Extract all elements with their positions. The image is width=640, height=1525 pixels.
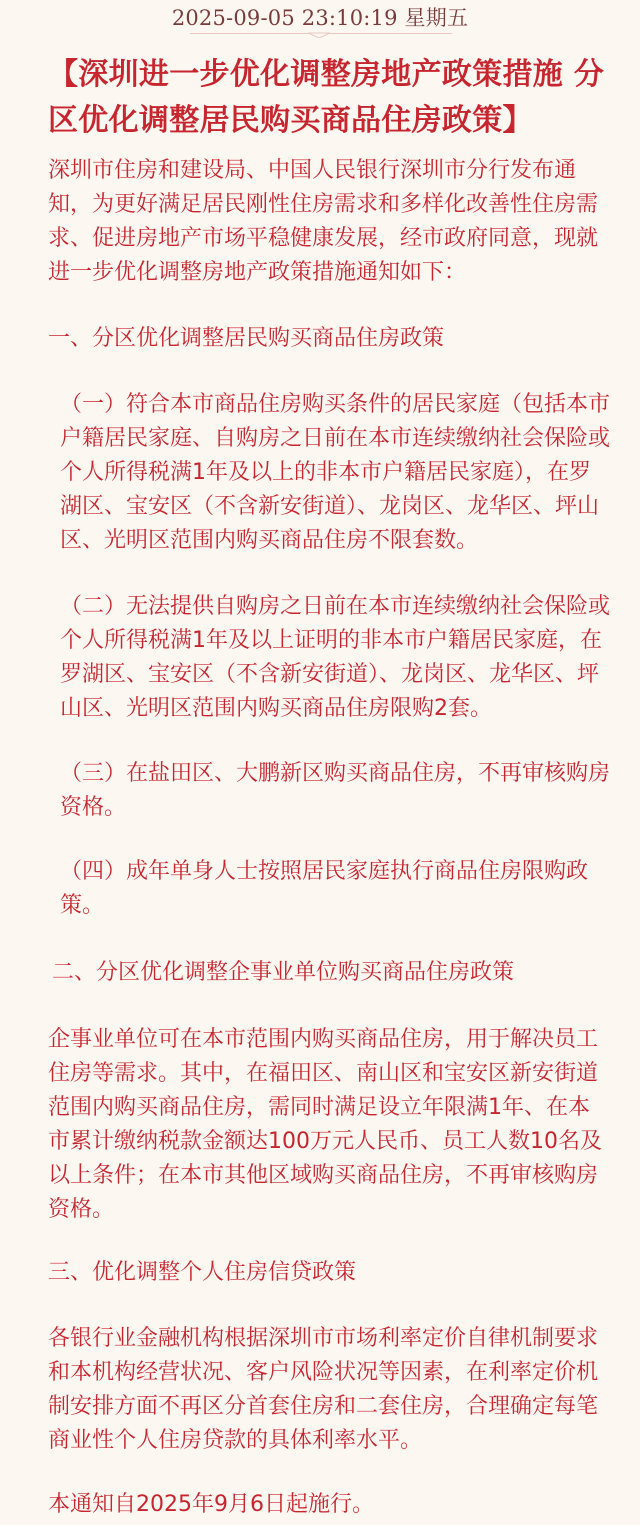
section-2-heading: 二、分区优化调整企事业单位购买商品住房政策 xyxy=(52,960,515,985)
publish-datetime: 2025-09-05 23:10:19 星期五 xyxy=(171,6,469,30)
section-3-heading: 三、优化调整个人住房信贷政策 xyxy=(48,1260,357,1285)
header-pointer-icon xyxy=(308,30,330,38)
section-3-body: 各银行业金融机构根据深圳市市场利率定价自律机制要求和本机构经营状况、客户风险状况等因素，在利率定价机制安排方面不再区分首套住房和二套住房，合理确定每笔商业性个人住房贷款的具体利率水平。 xyxy=(48,1326,599,1453)
item-2-paragraph: （二）无法提供自购房之日前在本市连续缴纳社会保险或个人所得税满1年及以上证明的非本市户籍居民家庭，在罗湖区、宝安区（不含新安街道）、龙岗区、龙华区、坪山区、光明区范围内购买商品住房限购2套。 xyxy=(60,594,611,721)
article-title: 【深圳进一步优化调整房地产政策措施 分区优化调整居民购买商品住房政策】 xyxy=(48,57,605,138)
item-1-paragraph: （一）符合本市商品住房购买条件的居民家庭（包括本市户籍居民家庭、自购房之日前在本市连续缴纳社会保险或个人所得税满1年及以上的非本市户籍居民家庭），在罗湖区、宝安区（不含新安街道）、龙岗区、龙华区、坪山区、光明区范围内购买商品住房不限套数。 xyxy=(60,392,611,553)
item-4-paragraph: （四）成年单身人士按照居民家庭执行商品住房限购政策。 xyxy=(60,859,589,918)
item-3-paragraph: （三）在盐田区、大鹏新区购买商品住房，不再审核购房资格。 xyxy=(60,761,611,820)
section-1-heading: 一、分区优化调整居民购买商品住房政策 xyxy=(48,326,445,351)
section-2-body: 企事业单位可在本市范围内购买商品住房，用于解决员工住房等需求。其中，在福田区、南山区和宝安区新安街道范围内购买商品住房，需同时满足设立年限满1年、在本市累计缴纳税款金额达100万元人民币、员工人数10名及以上条件；在本市其他区域购买商品住房，不再审核购房资格。 xyxy=(48,1027,602,1222)
effective-date-paragraph: 本通知自2025年9月6日起施行。 xyxy=(48,1492,374,1517)
intro-paragraph: 深圳市住房和建设局、中国人民银行深圳市分行发布通知，为更好满足居民刚性住房需求和多样化改善性住房需求、促进房地产市场平稳健康发展，经市政府同意，现就进一步优化调整房地产政策措施通知如下： xyxy=(48,158,599,285)
